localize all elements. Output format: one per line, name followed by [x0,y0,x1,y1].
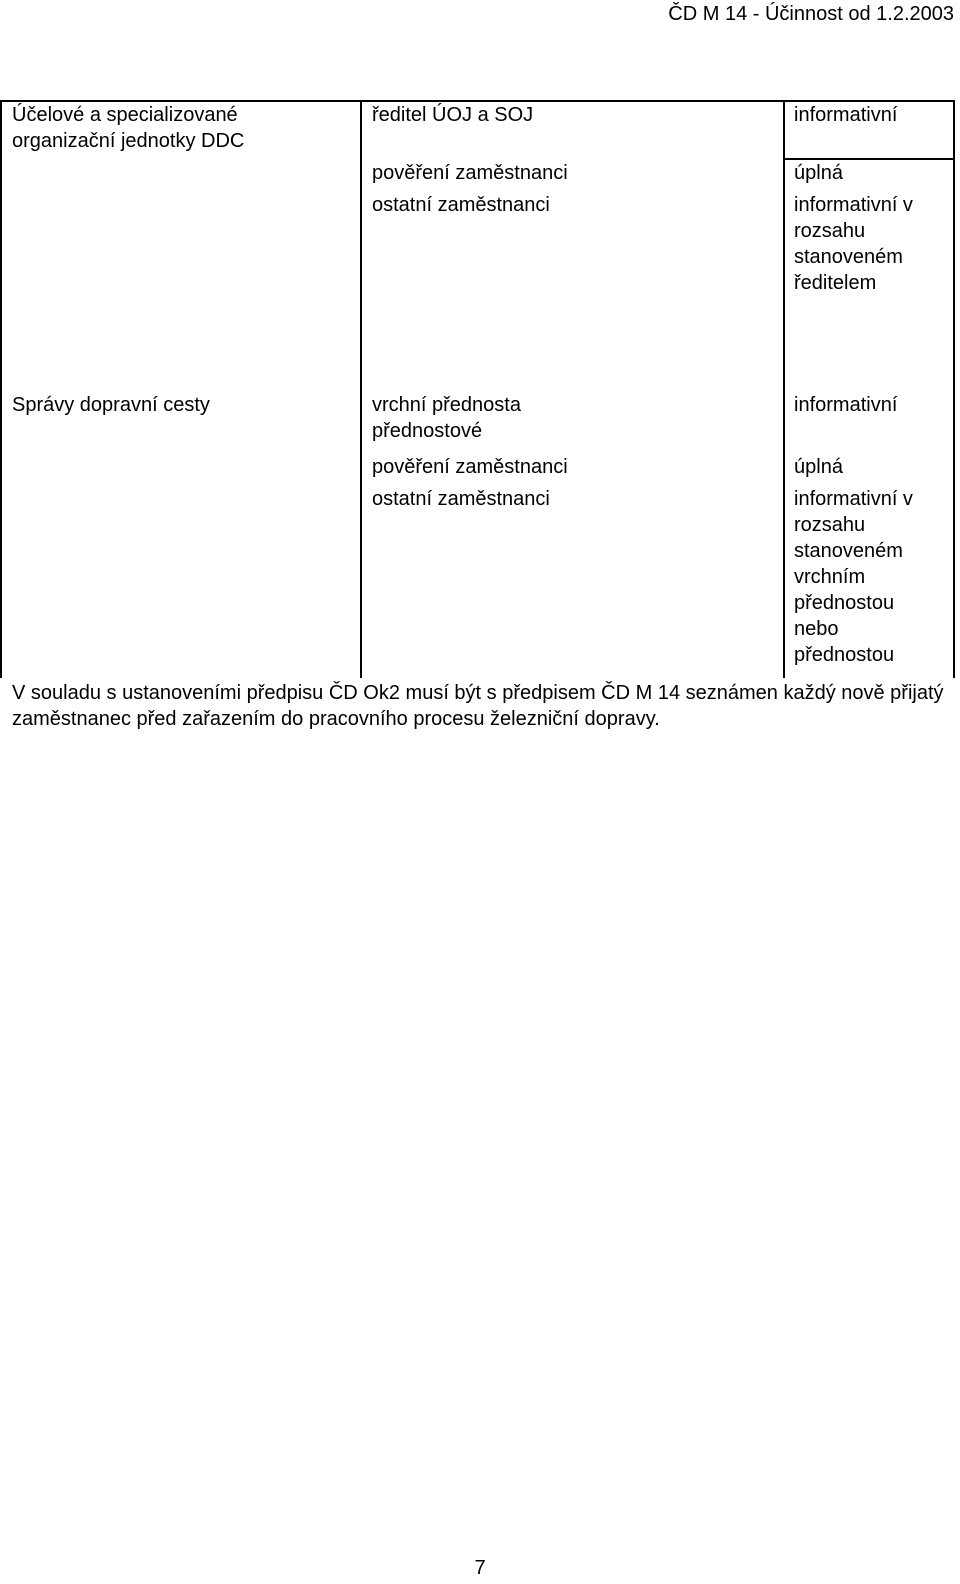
unit-cell: Účelové a specializované organizační jednotky DDC [12,104,245,152]
unit-cell: Správy dopravní cesty [12,394,210,416]
column-divider-1 [360,100,362,678]
role-cell: pověření zaměstnanci [372,162,568,184]
role-cell: ostatní zaměstnanci [372,194,550,216]
running-header: ČD M 14 - Účinnost od 1.2.2003 [668,3,954,25]
scope-cell: úplná [794,162,843,184]
page-number: 7 [474,1557,486,1579]
role-cell: vrchní přednosta přednostové [372,394,521,442]
table-left-border [0,100,2,678]
scope-cell: informativní v rozsahu stanoveném ředitelem [794,194,913,294]
column-divider-2 [783,100,785,678]
role-cell: pověření zaměstnanci [372,456,568,478]
table-right-border [953,100,955,678]
scope-cell: informativní v rozsahu stanoveném vrchním přednostou nebo přednostou [794,488,913,666]
scope-cell: informativní [794,394,898,416]
scope-cell: úplná [794,456,843,478]
body-paragraph: V souladu s ustanoveními předpisu ČD Ok2 musí být s předpisem ČD M 14 seznámen každý nově přijatý zaměstnanec před zařazením do pracovního procesu železniční dopravy. [12,682,944,730]
role-cell: ostatní zaměstnanci [372,488,550,510]
role-cell: ředitel ÚOJ a SOJ [372,104,534,126]
scope-cell: informativní [794,104,898,126]
training-scope-table [0,100,955,678]
